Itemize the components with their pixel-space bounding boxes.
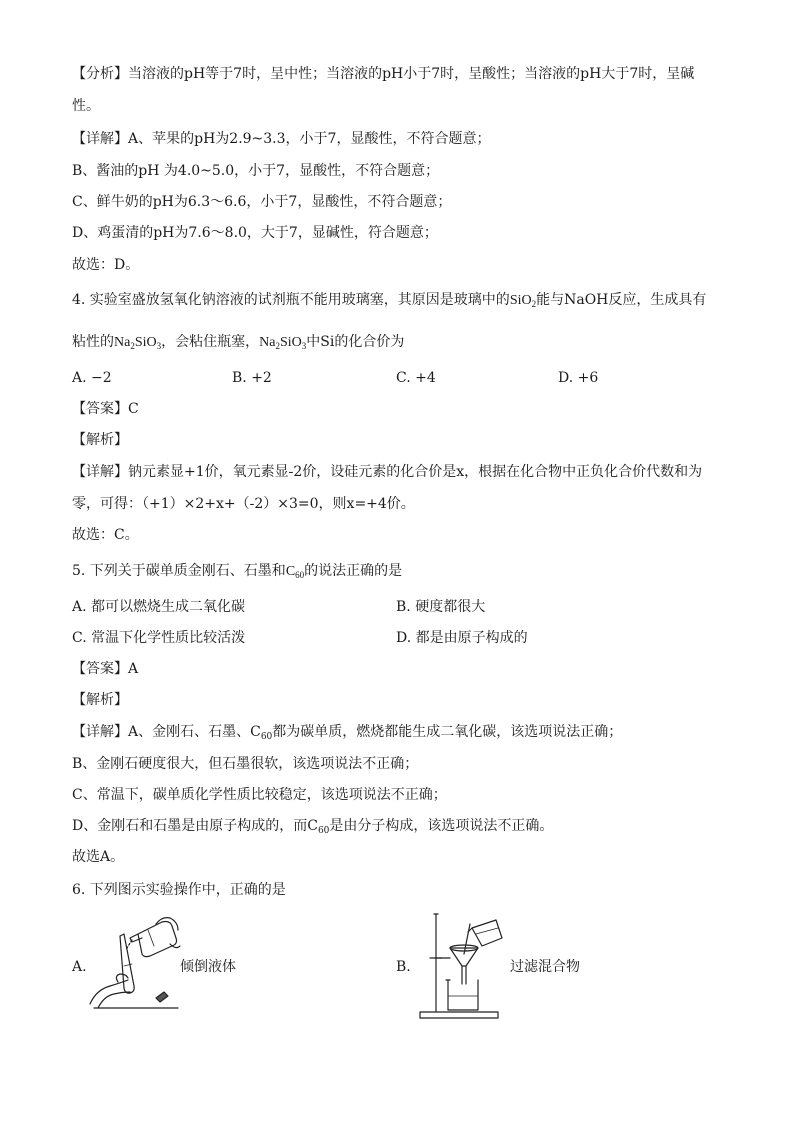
q6-option-a-letter: A. — [72, 959, 87, 975]
q3-detail-d: D、鸡蛋清的pH为7.6～8.0，大于7，显碱性，符合题意； — [72, 225, 438, 241]
q6-option-b-letter: B. — [396, 959, 411, 975]
q5-detail-c: C、常温下，碳单质化学性质比较稳定，该选项说法不正确； — [72, 787, 447, 803]
q4-answer: 【答案】C — [72, 401, 139, 417]
q5-stem: 5. 下列关于碳单质金刚石、石墨和$C_{60}$的说法正确的是 — [72, 563, 403, 580]
pour-liquid-illustration — [84, 916, 184, 1012]
na2sio3-formula: $Na_2SiO_3$ — [114, 335, 162, 351]
q3-detail-b: B、酱油的pH 为4.0~5.0，小于7，显酸性，不符合题意； — [72, 163, 440, 179]
filtration-illustration — [416, 910, 512, 1022]
q4-choose: 故选：C。 — [72, 527, 139, 543]
q3-detail-a: 【详解】A、苹果的pH为2.9~3.3，小于7，显酸性，不符合题意； — [72, 131, 491, 147]
q4-stem-line1: 4. 实验室盛放氢氧化钠溶液的试剂瓶不能用玻璃塞，其原因是玻璃中的SiO$_2$能与NaOH反应，生成具有 — [72, 292, 707, 309]
q5-choose: 故选A。 — [72, 849, 125, 865]
q5-option-b: B. 硬度都很大 — [396, 599, 486, 615]
q3-detail-c: C、鲜牛奶的pH为6.3～6.6，小于7，显酸性，不符合题意； — [72, 194, 452, 210]
q3-analysis-cont: 性。 — [72, 98, 100, 114]
q6-stem: 6. 下列图示实验操作中，正确的是 — [72, 882, 286, 898]
q5-parse: 【解析】 — [72, 692, 128, 708]
na2sio3-formula-2: $Na_2SiO_3$ — [259, 335, 307, 351]
q4-option-b: B. +2 — [232, 370, 272, 386]
q4-stem-line2: 粘性的$Na_2SiO_3$，会粘住瓶塞，$Na_2SiO_3$中Si的化合价为 — [72, 334, 405, 351]
q4-option-c: C. +4 — [396, 370, 436, 386]
sio2-formula: SiO$_2$ — [509, 293, 537, 309]
q4-detail-2: 零，可得：（+1）×2+x+（-2）×3=0，则x=+4价。 — [72, 496, 415, 512]
q4-option-a: A. −2 — [72, 370, 112, 386]
q6-option-b-text: 过滤混合物 — [510, 959, 580, 975]
q6-option-a-text: 倾倒液体 — [180, 959, 236, 975]
q5-detail-a: 【详解】A、金刚石、石墨、$C_{60}$都为碳单质，燃烧都能生成二氧化碳，该选项说法正确； — [72, 724, 623, 742]
q5-option-d: D. 都是由原子构成的 — [396, 630, 528, 646]
q5-option-c: C. 常温下化学性质比较活泼 — [72, 630, 246, 646]
q5-answer: 【答案】A — [72, 661, 139, 677]
c60-formula: $C_{60}$ — [285, 564, 305, 580]
q4-parse: 【解析】 — [72, 432, 128, 448]
q5-option-a: A. 都可以燃烧生成二氧化碳 — [72, 599, 246, 615]
q5-detail-d: D、金刚石和石墨是由原子构成的，而$C_{60}$是由分子构成，该选项说法不正确。 — [72, 818, 554, 836]
q3-choose: 故选：D。 — [72, 257, 140, 273]
q4-detail-1: 【详解】钠元素显+1价，氧元素显-2价，设硅元素的化合价是x，根据在化合物中正负化合价代数和为 — [72, 464, 703, 480]
q5-detail-b: B、金刚石硬度很大，但石墨很软，该选项说法不正确； — [72, 756, 419, 772]
q3-analysis: 【分析】当溶液的pH等于7时，呈中性；当溶液的pH小于7时，呈酸性；当溶液的pH大于7时，呈碱 — [72, 66, 695, 82]
q4-option-d: D. +6 — [558, 370, 599, 386]
